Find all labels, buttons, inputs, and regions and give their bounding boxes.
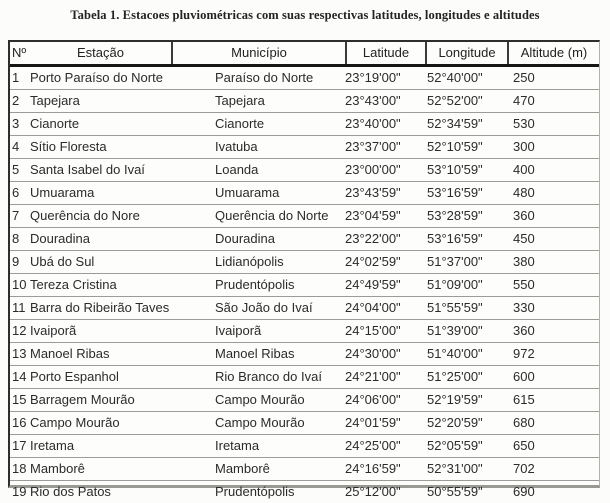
table-row xyxy=(10,67,599,89)
table-cell: 51°39'00" xyxy=(427,323,483,338)
table-cell: 23°19'00" xyxy=(345,70,401,85)
table-cell: 470 xyxy=(513,93,535,108)
table-cell: 23°37'00" xyxy=(345,139,401,154)
table-cell: Prudentópolis xyxy=(215,484,295,499)
table-cell: 51°25'00" xyxy=(427,369,483,384)
table-cell: Douradina xyxy=(215,231,275,246)
table-cell: 18 xyxy=(12,461,27,476)
table-cell: 400 xyxy=(513,162,535,177)
table-row xyxy=(10,273,599,296)
table-cell: 600 xyxy=(513,369,535,384)
table-cell: Loanda xyxy=(215,162,259,177)
table-cell: 7 xyxy=(12,208,20,223)
table-row xyxy=(10,319,599,342)
table-cell: 51°55'59" xyxy=(427,300,483,315)
table-row xyxy=(10,296,599,319)
column-header-latitude: Latitude xyxy=(345,42,425,64)
table-cell: Campo Mourão xyxy=(215,415,305,430)
table-row xyxy=(10,434,599,457)
column-header-municipio: Município xyxy=(171,42,345,64)
table-cell: Rio Branco do Ivaí xyxy=(215,369,322,384)
table-cell: Mamborê xyxy=(215,461,270,476)
table-row xyxy=(10,365,599,388)
table-cell: 680 xyxy=(513,415,535,430)
table-cell: Iretama xyxy=(215,438,260,453)
table-row xyxy=(10,342,599,365)
table-cell: Paraíso do Norte xyxy=(215,70,314,85)
table-cell: 52°19'59" xyxy=(427,392,483,407)
table-row xyxy=(10,457,599,480)
table-cell: Santa Isabel do Ivaí xyxy=(30,162,145,177)
table-cell: 6 xyxy=(12,185,20,200)
table-cell: 480 xyxy=(513,185,535,200)
table-cell: 23°00'00" xyxy=(345,162,401,177)
table-cell: 530 xyxy=(513,116,535,131)
table-cell: 53°16'59" xyxy=(427,231,483,246)
table-cell: Barragem Mourão xyxy=(30,392,135,407)
table-cell: 8 xyxy=(12,231,20,246)
table-cell: 15 xyxy=(12,392,27,407)
table-cell: 1 xyxy=(12,70,20,85)
table-cell: 52°34'59" xyxy=(427,116,483,131)
table-cell: 53°10'59" xyxy=(427,162,483,177)
table-cell: 2 xyxy=(12,93,20,108)
table-cell: 24°16'59" xyxy=(345,461,401,476)
table-cell: 10 xyxy=(12,277,27,292)
table-cell: 330 xyxy=(513,300,535,315)
table-cell: 12 xyxy=(12,323,27,338)
table-cell: 24°30'00" xyxy=(345,346,401,361)
table-cell: 50°55'59" xyxy=(427,484,483,499)
table-cell: Cianorte xyxy=(30,116,80,131)
table-cell: 16 xyxy=(12,415,27,430)
table-cell: 24°21'00" xyxy=(345,369,401,384)
table-cell: 4 xyxy=(12,139,20,154)
table-cell: Porto Espanhol xyxy=(30,369,119,384)
column-header-altitude: Altitude (m) xyxy=(507,42,599,64)
table-cell: Campo Mourão xyxy=(215,392,305,407)
table-cell: Umuarama xyxy=(30,185,95,200)
table-cell: 51°40'00" xyxy=(427,346,483,361)
table-cell: 52°20'59" xyxy=(427,415,483,430)
table-cell: Barra do Ribeirão Taves xyxy=(30,300,170,315)
table-cell: 11 xyxy=(12,300,26,315)
table-row xyxy=(10,158,599,181)
column-header-estacao: Estação xyxy=(77,45,124,60)
table-cell: 52°31'00" xyxy=(427,461,483,476)
table-row xyxy=(10,411,599,434)
table-row xyxy=(10,181,599,204)
table-row xyxy=(10,204,599,227)
table-cell: 300 xyxy=(513,139,535,154)
table-row xyxy=(10,227,599,250)
table-cell: 360 xyxy=(513,208,535,223)
table-cell: 24°06'00" xyxy=(345,392,401,407)
table-cell: Sítio Floresta xyxy=(30,139,107,154)
table-cell: Tapejara xyxy=(215,93,265,108)
table-cell: 360 xyxy=(513,323,535,338)
table-cell: Rio dos Patos xyxy=(30,484,111,499)
table-caption: Tabela 1. Estacoes pluviométricas com suas respectivas latitudes, longitudes e altitudes xyxy=(70,8,540,22)
table-cell: Douradina xyxy=(30,231,90,246)
table-cell: 5 xyxy=(12,162,20,177)
table-cell: 51°37'00" xyxy=(427,254,483,269)
table-cell: Querência do Norte xyxy=(215,208,329,223)
stations-table xyxy=(8,40,600,499)
table-cell: 23°43'59" xyxy=(345,185,401,200)
table-cell: 9 xyxy=(12,254,20,269)
table-cell: Manoel Ribas xyxy=(30,346,110,361)
table-cell: 250 xyxy=(513,70,535,85)
table-cell: 3 xyxy=(12,116,20,131)
table-cell: Lidianópolis xyxy=(215,254,284,269)
table-cell: Iretama xyxy=(30,438,75,453)
table-cell: 52°05'59" xyxy=(427,438,483,453)
table-cell: Tapejara xyxy=(30,93,80,108)
table-cell: 24°25'00" xyxy=(345,438,401,453)
table-cell: 972 xyxy=(513,346,535,361)
table-cell: 52°40'00" xyxy=(427,70,483,85)
column-header-numero: Nº xyxy=(12,45,27,60)
table-cell: 14 xyxy=(12,369,27,384)
table-cell: 52°52'00" xyxy=(427,93,483,108)
table-cell: Cianorte xyxy=(215,116,265,131)
table-cell: 615 xyxy=(513,392,535,407)
table-cell: Ubá do Sul xyxy=(30,254,95,269)
table-cell: Prudentópolis xyxy=(215,277,295,292)
table-cell: Umuarama xyxy=(215,185,280,200)
table-cell: Campo Mourão xyxy=(30,415,120,430)
table-cell: 53°16'59" xyxy=(427,185,483,200)
table-cell: Ivatuba xyxy=(215,139,258,154)
table-cell: 13 xyxy=(12,346,27,361)
table-cell: 24°04'00" xyxy=(345,300,401,315)
table-cell: 53°28'59" xyxy=(427,208,483,223)
table-cell: 51°09'00" xyxy=(427,277,483,292)
table-cell: 24°01'59" xyxy=(345,415,401,430)
table-cell: 25°12'00" xyxy=(345,484,401,499)
table-row xyxy=(10,250,599,273)
table-cell: 19 xyxy=(12,484,27,499)
column-header-longitude: Longitude xyxy=(425,42,507,64)
table-cell: Manoel Ribas xyxy=(215,346,295,361)
table-cell: 17 xyxy=(12,438,27,453)
table-cell: 52°10'59" xyxy=(427,139,483,154)
table-row xyxy=(10,112,599,135)
table-cell: 550 xyxy=(513,277,535,292)
table-row xyxy=(10,89,599,112)
table-cell: 24°15'00" xyxy=(345,323,401,338)
table-cell: 24°49'59" xyxy=(345,277,401,292)
table-cell: Ivaiporã xyxy=(30,323,77,338)
table-cell: 690 xyxy=(513,484,535,499)
table-cell: 23°40'00" xyxy=(345,116,401,131)
table-cell: 24°02'59" xyxy=(345,254,401,269)
table-cell: Porto Paraíso do Norte xyxy=(30,70,163,85)
table-row xyxy=(10,480,599,503)
table-cell: 380 xyxy=(513,254,535,269)
table-body xyxy=(10,67,599,503)
table-cell: 23°04'59" xyxy=(345,208,401,223)
table-row xyxy=(10,135,599,158)
table-cell: Querência do Nore xyxy=(30,208,140,223)
table-cell: Tereza Cristina xyxy=(30,277,117,292)
table-cell: 702 xyxy=(513,461,535,476)
table-cell: Ivaiporã xyxy=(215,323,262,338)
table-header-row xyxy=(10,42,599,67)
table-cell: 650 xyxy=(513,438,535,453)
table-cell: São João do Ivaí xyxy=(215,300,313,315)
table-cell: Mamborê xyxy=(30,461,85,476)
table-cell: 23°43'00" xyxy=(345,93,401,108)
table-row xyxy=(10,388,599,411)
table-cell: 23°22'00" xyxy=(345,231,401,246)
table-cell: 450 xyxy=(513,231,535,246)
